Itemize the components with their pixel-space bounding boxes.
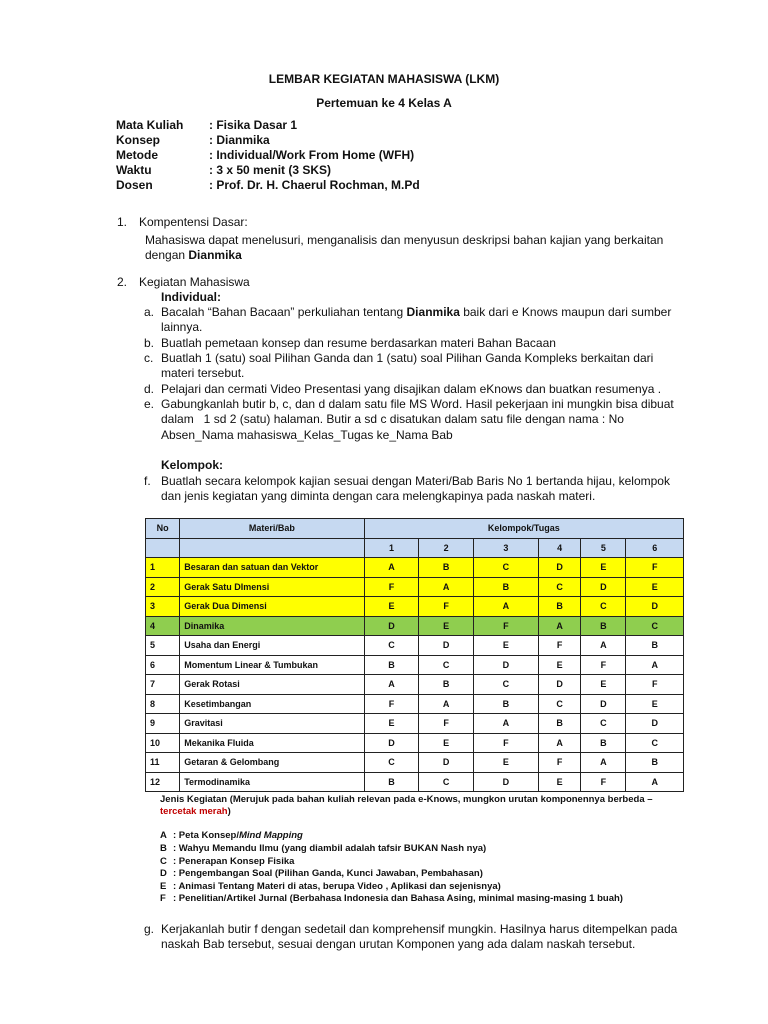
materi-name: Besaran dan satuan dan Vektor	[180, 558, 364, 578]
group-task-cell: D	[581, 694, 626, 714]
group-task-cell: C	[364, 636, 419, 656]
group-number: 2	[419, 538, 474, 558]
group-task-cell: A	[473, 714, 538, 734]
section-2-heading: Kegiatan Mahasiswa	[139, 275, 250, 289]
item-c-line2: materi tersebut.	[161, 366, 245, 380]
item-f-line1: Buatlah secara kelompok kajian sesuai dengan Materi/Bab Baris No 1 bertanda hijau, kelompok	[161, 474, 670, 488]
info-key: Mata Kuliah	[116, 118, 184, 132]
header-kelompok: Kelompok/Tugas	[364, 519, 683, 539]
individual-label: Individual:	[161, 290, 221, 304]
jenis-close-paren: )	[227, 806, 231, 817]
code-key: A	[160, 830, 167, 841]
materi-name: Kesetimbangan	[180, 694, 364, 714]
group-task-cell: F	[473, 733, 538, 753]
materi-name: Momentum Linear & Tumbukan	[180, 655, 364, 675]
group-task-cell: F	[581, 772, 626, 792]
info-value: : Dianmika	[209, 133, 270, 147]
group-task-cell: A	[538, 616, 580, 636]
group-task-cell: C	[538, 577, 580, 597]
item-b-text: Buatlah pemetaan konsep dan resume berdasarkan materi Bahan Bacaan	[161, 336, 556, 350]
document-subtitle: Pertemuan ke 4 Kelas A	[316, 96, 452, 110]
table-row	[146, 597, 684, 617]
group-task-cell: E	[473, 636, 538, 656]
item-c-line1: Buatlah 1 (satu) soal Pilihan Ganda dan 1 (satu) soal Pilihan Ganda Kompleks berkaitan dari	[161, 351, 654, 365]
group-task-cell: E	[626, 577, 684, 597]
group-task-cell: D	[538, 558, 580, 578]
row-number: 8	[146, 694, 180, 714]
item-e-line2: dalam 1 sd 2 (satu) halaman. Butir a sd c disatukan dalam satu file dengan nama : No	[161, 412, 624, 426]
group-task-cell: E	[419, 733, 474, 753]
group-task-cell: F	[626, 675, 684, 695]
group-task-cell: E	[581, 558, 626, 578]
table-row	[146, 675, 684, 695]
table-row	[146, 616, 684, 636]
header-empty-cell	[146, 538, 180, 558]
info-value: : Individual/Work From Home (WFH)	[209, 148, 415, 162]
info-key: Waktu	[116, 163, 152, 177]
item-d-text: Pelajari dan cermati Video Presentasi yang disajikan dalam eKnows dan buatkan resumenya .	[161, 382, 662, 396]
jenis-kegiatan-line1: Jenis Kegiatan (Merujuk pada bahan kuliah relevan pada e-Knows, mungkon urutan komponennya berbeda –	[160, 794, 653, 805]
group-task-cell: B	[419, 558, 474, 578]
section-1-keyword: Dianmika	[188, 248, 242, 262]
group-task-cell: B	[419, 675, 474, 695]
group-task-cell: C	[581, 714, 626, 734]
header-no: No	[146, 519, 180, 539]
group-task-cell: D	[364, 616, 419, 636]
materi-name: Usaha dan Energi	[180, 636, 364, 656]
group-task-cell: D	[538, 675, 580, 695]
row-number: 4	[146, 616, 180, 636]
group-task-cell: D	[473, 655, 538, 675]
materi-name: Gravitasi	[180, 714, 364, 734]
group-task-cell: B	[538, 597, 580, 617]
group-task-cell: C	[473, 675, 538, 695]
group-task-cell: A	[419, 577, 474, 597]
item-b-letter: b.	[144, 336, 155, 350]
item-f-line2: dan jenis kegiatan yang diminta dengan cara melengkapinya pada naskah materi.	[161, 489, 596, 503]
group-task-table	[145, 518, 684, 792]
info-value: : Fisika Dasar 1	[209, 118, 298, 132]
kelompok-label: Kelompok:	[161, 458, 224, 472]
item-g-letter: g.	[144, 922, 155, 936]
group-task-cell: E	[364, 597, 419, 617]
group-task-cell: D	[419, 636, 474, 656]
info-key: Metode	[116, 148, 158, 162]
red-note: tercetak merah	[160, 806, 228, 817]
item-f-letter: f.	[144, 474, 151, 488]
code-key: F	[160, 893, 166, 904]
section-2-number: 2.	[117, 275, 128, 289]
item-c-letter: c.	[144, 351, 154, 365]
item-e-letter: e.	[144, 397, 155, 411]
row-number: 2	[146, 577, 180, 597]
group-task-cell: A	[364, 558, 419, 578]
info-value: : Prof. Dr. H. Chaerul Rochman, M.Pd	[209, 178, 420, 192]
item-g-line2: naskah Bab tersebut, sesuai dengan urutan Komponen yang ada dalam naskah tersebut.	[161, 937, 636, 951]
section-1-text-line2	[145, 248, 242, 263]
group-task-cell: A	[626, 655, 684, 675]
materi-name: Getaran & Gelombang	[180, 753, 364, 773]
group-task-cell: A	[581, 636, 626, 656]
group-task-cell: D	[581, 577, 626, 597]
group-task-cell: A	[419, 694, 474, 714]
jenis-kegiatan-line2	[160, 806, 231, 818]
group-task-cell: E	[473, 753, 538, 773]
code-key: D	[160, 868, 167, 879]
table-row	[146, 772, 684, 792]
group-task-cell: B	[364, 772, 419, 792]
code-key: B	[160, 843, 167, 854]
group-task-cell: E	[364, 714, 419, 734]
table-row	[146, 636, 684, 656]
row-number: 9	[146, 714, 180, 734]
item-a-pre: Bacalah “Bahan Bacaan” perkuliahan tentang	[161, 305, 407, 319]
info-key: Dosen	[116, 178, 153, 192]
group-number: 5	[581, 538, 626, 558]
group-task-cell: C	[473, 558, 538, 578]
table-row	[146, 714, 684, 734]
table-body	[146, 558, 684, 792]
group-task-cell: B	[626, 753, 684, 773]
item-d-letter: d.	[144, 382, 155, 396]
group-task-cell: F	[538, 753, 580, 773]
row-number: 1	[146, 558, 180, 578]
row-number: 11	[146, 753, 180, 773]
code-desc: : Penelitian/Artikel Jurnal (Berbahasa Indonesia dan Bahasa Asing, minimal masing-masing 1 buah)	[173, 893, 623, 904]
group-task-cell: A	[538, 733, 580, 753]
materi-name: Dinamika	[180, 616, 364, 636]
code-desc	[173, 830, 303, 841]
row-number: 7	[146, 675, 180, 695]
table-group-number-row	[146, 538, 684, 558]
item-e-line3: Absen_Nama mahasiswa_Kelas_Tugas ke_Nama Bab	[161, 428, 453, 442]
info-value: : 3 x 50 menit (3 SKS)	[209, 163, 332, 177]
group-task-cell: C	[626, 616, 684, 636]
group-task-cell: B	[626, 636, 684, 656]
code-desc: : Pengembangan Soal (Pilihan Ganda, Kunci Jawaban, Pembahasan)	[173, 868, 483, 879]
item-a-post: baik dari e Knows maupun dari sumber	[459, 305, 672, 319]
document-title: LEMBAR KEGIATAN MAHASISWA (LKM)	[268, 72, 500, 86]
group-task-cell: B	[581, 616, 626, 636]
group-task-cell: B	[364, 655, 419, 675]
group-task-cell: F	[364, 694, 419, 714]
code-desc: : Wahyu Memandu Ilmu (yang diambil adalah tafsir BUKAN Nash nya)	[173, 843, 487, 854]
group-number: 1	[364, 538, 419, 558]
materi-name: Termodinamika	[180, 772, 364, 792]
item-e-line1: Gabungkanlah butir b, c, dan d dalam satu file MS Word. Hasil pekerjaan ini mungkin bisa dibuat	[161, 397, 674, 411]
code-key: E	[160, 881, 167, 892]
group-task-cell: F	[419, 714, 474, 734]
group-task-cell: E	[538, 772, 580, 792]
item-a-line2: lainnya.	[161, 320, 203, 334]
section-1-number: 1.	[117, 215, 128, 229]
group-task-cell: F	[364, 577, 419, 597]
table-row	[146, 655, 684, 675]
group-task-cell: D	[473, 772, 538, 792]
group-task-cell: A	[581, 753, 626, 773]
group-task-cell: F	[581, 655, 626, 675]
materi-name: Gerak Satu DImensi	[180, 577, 364, 597]
group-task-cell: D	[626, 597, 684, 617]
header-empty-cell	[180, 538, 364, 558]
section-1-text-prefix: dengan	[145, 248, 189, 262]
group-task-cell: C	[364, 753, 419, 773]
group-task-cell: C	[581, 597, 626, 617]
code-key: C	[160, 856, 167, 867]
code-desc-italic: Mind Mapping	[239, 830, 303, 841]
item-a-letter: a.	[144, 305, 155, 319]
row-number: 6	[146, 655, 180, 675]
materi-name: Mekanika Fluida	[180, 733, 364, 753]
info-key: Konsep	[116, 133, 161, 147]
group-task-cell: F	[626, 558, 684, 578]
group-task-cell: E	[419, 616, 474, 636]
row-number: 5	[146, 636, 180, 656]
group-task-cell: C	[419, 655, 474, 675]
group-task-cell: F	[473, 616, 538, 636]
code-desc: : Animasi Tentang Materi di atas, berupa Video , Aplikasi dan sejenisnya)	[173, 881, 501, 892]
group-task-cell: B	[581, 733, 626, 753]
item-g-line1: Kerjakanlah butir f dengan sedetail dan komprehensif mungkin. Hasilnya harus ditempelkan pada	[161, 922, 678, 936]
group-task-cell: B	[538, 714, 580, 734]
group-task-cell: C	[626, 733, 684, 753]
group-task-cell: A	[473, 597, 538, 617]
table-row	[146, 694, 684, 714]
materi-name: Gerak Dua Dimensi	[180, 597, 364, 617]
row-number: 12	[146, 772, 180, 792]
group-task-cell: B	[473, 577, 538, 597]
table-header-row	[146, 519, 684, 539]
header-materi: Materi/Bab	[180, 519, 364, 539]
group-task-cell: F	[538, 636, 580, 656]
materi-name: Gerak Rotasi	[180, 675, 364, 695]
item-a-keyword: Dianmika	[406, 305, 460, 319]
group-task-cell: E	[581, 675, 626, 695]
group-task-cell: E	[626, 694, 684, 714]
group-task-cell: E	[538, 655, 580, 675]
table-row	[146, 558, 684, 578]
group-number: 3	[473, 538, 538, 558]
section-1-text-line1: Mahasiswa dapat menelusuri, menganalisis dan menyusun deskripsi bahan kajian yang berkaitan	[145, 233, 664, 247]
group-task-cell: D	[626, 714, 684, 734]
row-number: 10	[146, 733, 180, 753]
group-task-cell: F	[419, 597, 474, 617]
group-task-cell: B	[473, 694, 538, 714]
code-desc: : Penerapan Konsep Fisika	[173, 856, 295, 867]
table-row	[146, 577, 684, 597]
group-task-cell: C	[538, 694, 580, 714]
group-task-cell: A	[364, 675, 419, 695]
section-1-heading: Kompentensi Dasar:	[139, 215, 248, 229]
group-task-cell: D	[419, 753, 474, 773]
group-number: 6	[626, 538, 684, 558]
group-task-cell: C	[419, 772, 474, 792]
group-task-cell: D	[364, 733, 419, 753]
table-row	[146, 753, 684, 773]
group-task-cell: A	[626, 772, 684, 792]
code-desc-text: : Peta Konsep/	[173, 830, 239, 841]
item-a-line1	[161, 305, 676, 320]
group-number: 4	[538, 538, 580, 558]
table-row	[146, 733, 684, 753]
row-number: 3	[146, 597, 180, 617]
